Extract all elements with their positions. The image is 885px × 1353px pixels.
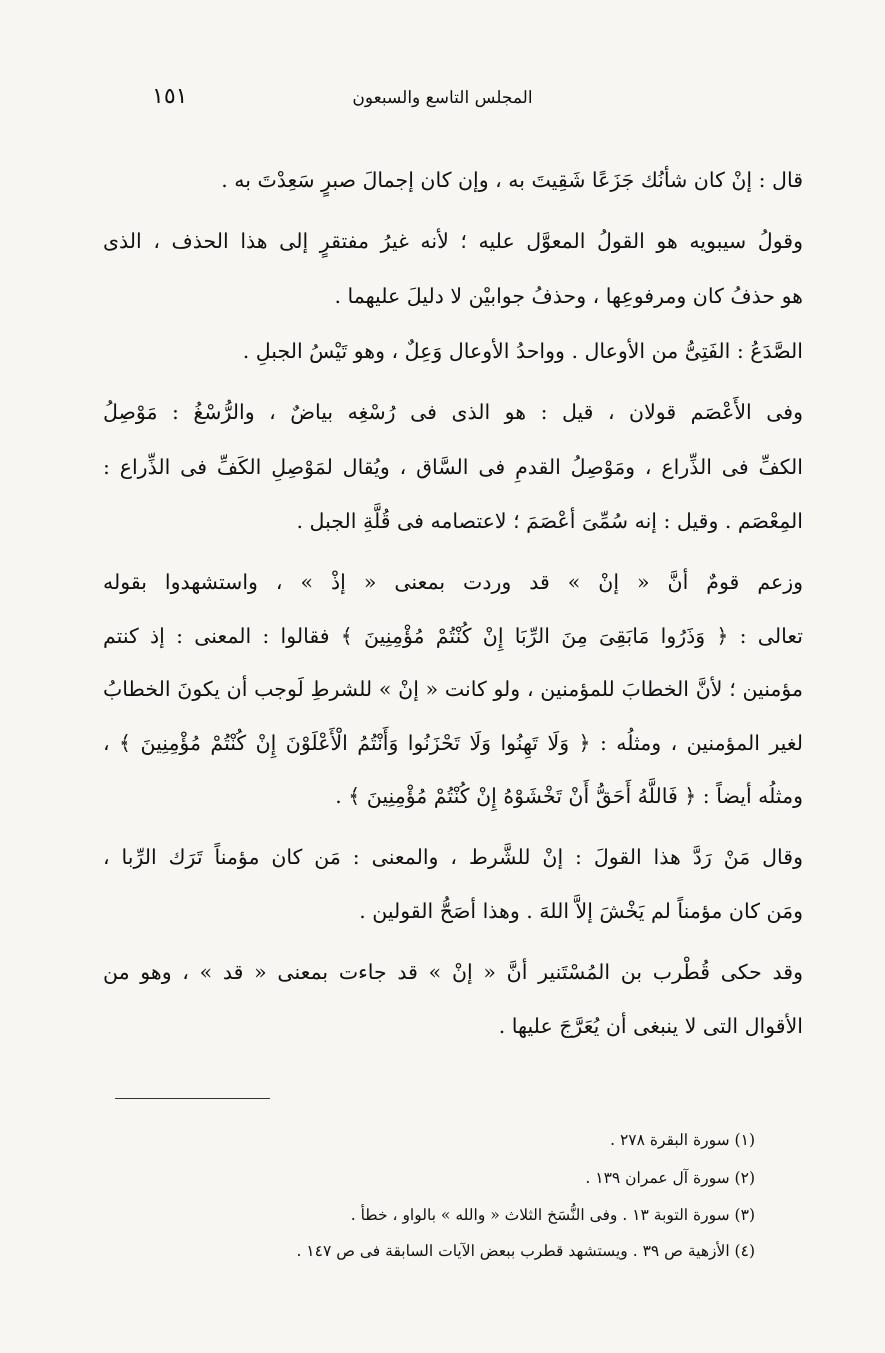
text-line-3: هو حذفُ كان ومرفوعِها ، وحذفُ جوابيْن لا دليلَ عليهما . [334, 284, 803, 308]
text-line-16: الأقوال التى لا ينبغى أن يُعَرَّجَ عليها . [498, 1014, 803, 1038]
footnote-3: (٣) سورة التوبة ١٣ . وفى النُّسَخ الثلاث « والله » بالواو ، خطأ . [350, 1206, 755, 1224]
page-number: ١٥١ [152, 84, 188, 109]
text-line-4: الصَّدَعُ : الفَتِىُّ من الأوعال . وواحدُ الأوعال وَعِلٌ ، وهو تَيْسُ الجبلِ . [242, 339, 803, 363]
text-line-1: قال : إنْ كان شأنُك جَزَعًا شَقِيتَ به ، وإن كان إجمالَ صبرٍ سَعِدْتَ به . [221, 168, 803, 192]
text-line-7: المِعْصَم . وقيل : إنه سُمِّىَ أعْصَمَ ؛ لاعتصامه فى قُلَّةِ الجبل . [296, 509, 803, 533]
footnote-divider [115, 1098, 270, 1099]
text-line-15: وقد حكى قُطْرب بن المُسْتَنير أنَّ « إنْ » قد جاءت بمعنى « قد » ، وهو من [103, 960, 803, 984]
text-line-14: ومَن كان مؤمناً لم يَخْشَ إلاَّ اللهَ . وهذا أصَحُّ القولين . [359, 899, 803, 923]
text-line-12: ومثلُه أيضاً : ﴿ فَاللَّهُ أَحَقُّ أَنْ تَخْشَوْهُ إِنْ كُنْتُمْ مُؤْمِنِينَ ﴾ . [335, 784, 803, 808]
text-line-13: وقال مَنْ رَدَّ هذا القولَ : إنْ للشَّرط ، والمعنى : مَن كان مؤمناً تَرَك الرِّبا ، [103, 845, 803, 869]
text-line-5: وفى الأَعْصَم قولان ، قيل : هو الذى فى رُسْغِه بياضٌ ، والرُّسْغُ : مَوْصِلُ [103, 400, 803, 424]
text-line-11: لغير المؤمنين ، ومثلُه : ﴿ وَلَا تَهِنُوا وَلَا تَحْزَنُوا وَأَنْتُمُ الْأَعْلَوْنَ إِنْ كُنْتُمْ مُؤْمِنِينَ ﴾ ، [103, 731, 803, 755]
footnote-1: (١) سورة البقرة ٢٧٨ . [610, 1131, 755, 1149]
running-header: المجلس التاسع والسبعون [352, 88, 533, 108]
text-line-6: الكفِّ فى الذِّراع ، ومَوْصِلُ القدمِ فى السَّاق ، ويُقال لمَوْصِلِ الكَفِّ فى الذِّراع : [103, 455, 803, 479]
text-line-2: وقولُ سيبويه هو القولُ المعوَّل عليه ؛ لأنه غيرُ مفتقرٍ إلى هذا الحذف ، الذى [103, 229, 803, 253]
footnote-4: (٤) الأزهية ص ٣٩ . ويستشهد قطرب ببعض الآيات السابقة فى ص ١٤٧ . [296, 1242, 755, 1260]
text-line-8: وزعم قومٌ أنَّ « إنْ » قد وردت بمعنى « إذْ » ، واستشهدوا بقوله [103, 570, 803, 594]
footnote-2: (٢) سورة آل عمران ١٣٩ . [585, 1169, 755, 1187]
text-line-9: تعالى : ﴿ وَذَرُوا مَابَقِىَ مِنَ الرِّبَا إِنْ كُنْتُمْ مُؤْمِنِينَ ﴾ فقالوا : المعنى : إذ كنتم [103, 624, 803, 648]
text-line-10: مؤمنين ؛ لأنَّ الخطابَ للمؤمنين ، ولو كانت « إنْ » للشرطِ لَوجب أن يكونَ الخطابُ [103, 677, 803, 701]
